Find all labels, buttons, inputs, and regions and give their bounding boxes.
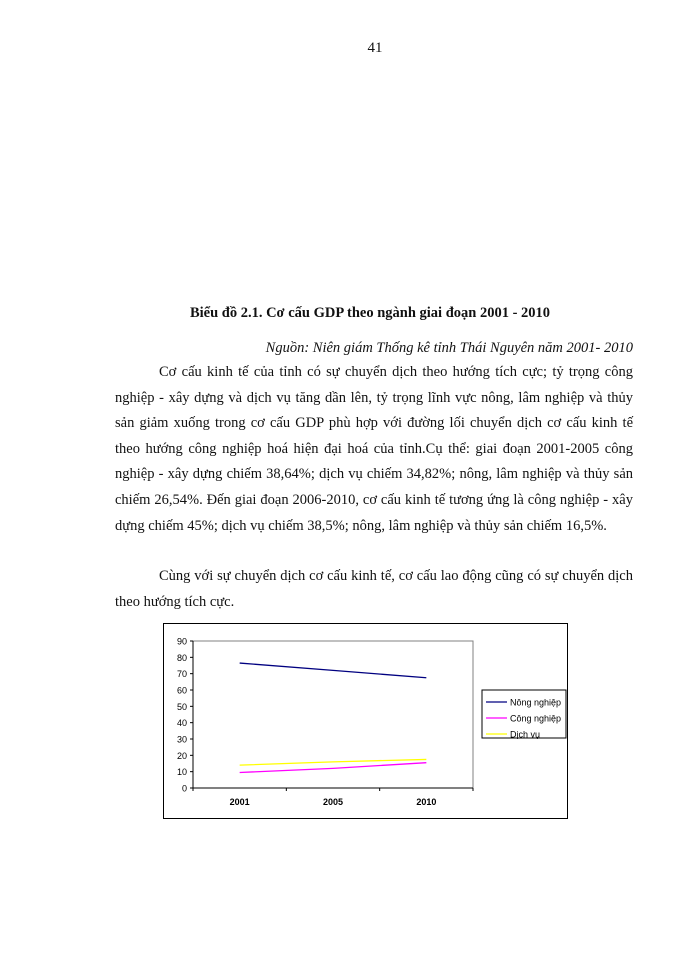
y-tick-label: 20 — [176, 750, 187, 761]
legend-label: Công nghiệp — [510, 713, 562, 724]
legend-label: Dịch vụ — [510, 729, 541, 740]
y-tick-label: 90 — [176, 636, 187, 647]
paragraph-2: Cùng với sự chuyển dịch cơ cấu kinh tế, cơ cấu lao động cũng có sự chuyển dịch theo hướng tích cực. — [115, 568, 633, 610]
y-tick-label: 30 — [176, 734, 187, 745]
figure-caption: Biểu đồ 2.1. Cơ cấu GDP theo ngành giai đoạn 2001 - 2010 — [189, 305, 551, 321]
x-tick-label: 2010 — [416, 797, 437, 807]
y-tick-label: 0 — [181, 783, 187, 794]
chart-canvas — [164, 624, 567, 818]
y-tick-label: 10 — [176, 767, 187, 778]
legend-label: Nông nghiệp — [510, 697, 562, 708]
x-tick-label: 2001 — [229, 797, 250, 807]
figure-source: Nguồn: Niên giám Thống kê tỉnh Thái Nguyên năm 2001- 2010 — [265, 340, 633, 356]
plot-area — [193, 641, 473, 788]
line-chart — [163, 623, 568, 819]
x-tick-label: 2005 — [322, 797, 344, 807]
page-number: 41 — [367, 40, 383, 56]
y-tick-label: 50 — [176, 701, 187, 712]
y-tick-label: 60 — [176, 685, 187, 696]
y-tick-label: 70 — [176, 669, 187, 680]
y-tick-label: 40 — [176, 718, 187, 729]
paragraph-1: Cơ cấu kinh tế của tỉnh có sự chuyển dịch theo hướng tích cực; tỷ trọng công nghiệp - xây dựng và dịch vụ tăng dần lên, tỷ trọng lĩnh vực nông, lâm nghiệp và thủy sản giảm xuống trong cơ cấu GDP phù hợp với đường lối chuyển dịch cơ cấu kinh tế theo hướng công nghiệp hoá hiện đại hoá của tỉnh.Cụ thể: giai đoạn 2001-2005 công nghiệp - xây dựng chiếm 38,64%; dịch vụ chiếm 34,82%; nông, lâm nghiệp và thủy sản chiếm 26,54%. Đến giai đoạn 2006-2010, cơ cấu kinh tế tương ứng là công nghiệp - xây dựng chiếm 45%; dịch vụ chiếm 38,5%; nông, lâm nghiệp và thủy sản chiếm 16,5%. — [115, 364, 633, 534]
y-tick-label: 80 — [176, 652, 187, 663]
